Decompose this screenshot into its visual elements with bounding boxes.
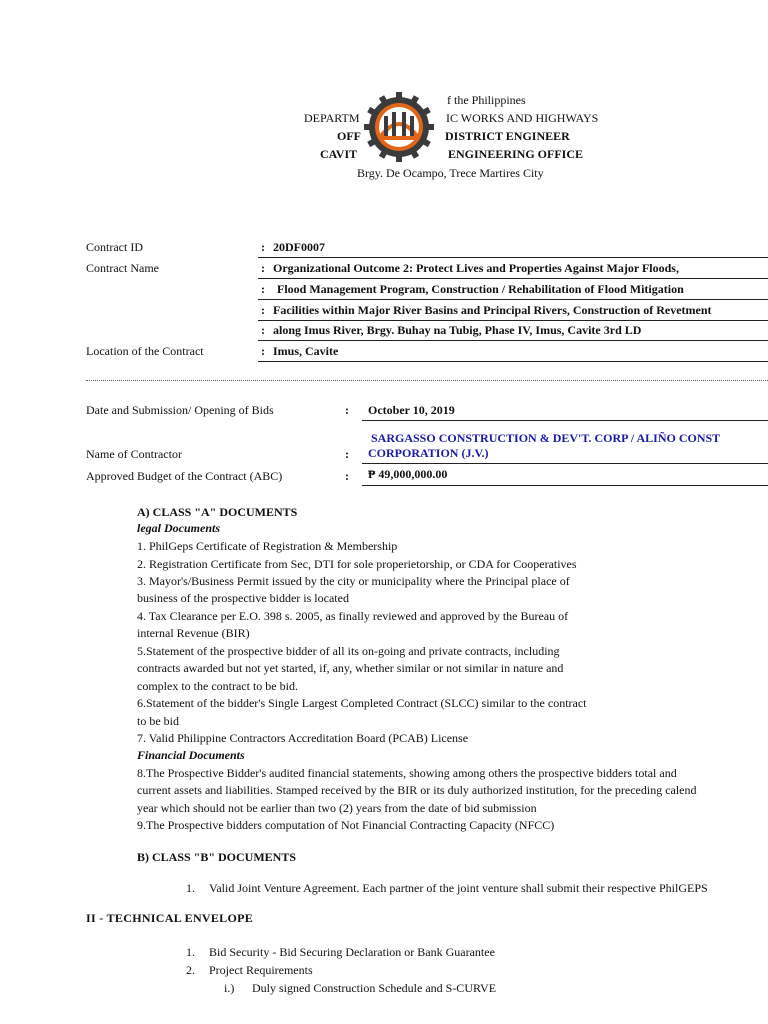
contract-name-line-2: Flood Management Program, Construction / Rehabilitation of Flood Mitigation: [277, 282, 684, 296]
class-b-item-text: Valid Joint Venture Agreement. Each partner of the joint venture shall submit their respective PhilGEPS: [209, 881, 708, 895]
contract-name-label: Contract Name: [86, 261, 159, 275]
technical-subitem-text: Duly signed Construction Schedule and S-CURVE: [252, 981, 497, 995]
class-b-item-number: 1.: [186, 881, 195, 895]
bid-date-label: Date and Submission/ Opening of Bids: [86, 403, 274, 417]
financial-line: year which should not be earlier than two (2) years from the date of bid submission: [137, 801, 537, 815]
legal-line: to be bid: [137, 714, 179, 728]
underline: [258, 299, 768, 300]
class-a-title: A) CLASS "A" DOCUMENTS: [137, 505, 298, 519]
colon: :: [261, 303, 265, 317]
contract-id-value: 20DF0007: [273, 240, 325, 254]
legal-line: business of the prospective bidder is located: [137, 591, 349, 605]
contractor-label: Name of Contractor: [86, 447, 182, 461]
legal-line: complex to the contract to be bid.: [137, 679, 298, 693]
colon: :: [345, 447, 349, 461]
colon: :: [261, 282, 265, 296]
legal-line: internal Revenue (BIR): [137, 626, 250, 640]
colon: :: [261, 261, 265, 275]
contract-name-line-4: along Imus River, Brgy. Buhay na Tubig, Phase IV, Imus, Cavite 3rd LD: [273, 323, 642, 337]
underline: [258, 340, 768, 341]
legal-line: 1. PhilGeps Certificate of Registration & Membership: [137, 539, 398, 553]
header-office-right: DISTRICT ENGINEER: [445, 129, 570, 143]
underline: [362, 485, 768, 486]
contract-name-line-1: Organizational Outcome 2: Protect Lives and Properties Against Major Floods,: [273, 261, 679, 275]
bid-date-value: October 10, 2019: [368, 403, 455, 417]
legal-line: 6.Statement of the bidder's Single Largest Completed Contract (SLCC) similar to the contract: [137, 696, 587, 710]
location-label: Location of the Contract: [86, 344, 204, 358]
colon: :: [261, 344, 265, 358]
legal-line: 7. Valid Philippine Contractors Accreditation Board (PCAB) License: [137, 731, 469, 745]
legal-line: 4. Tax Clearance per E.O. 398 s. 2005, as finally reviewed and approved by the Bureau of: [137, 609, 569, 623]
colon: :: [261, 240, 265, 254]
legal-line: 3. Mayor's/Business Permit issued by the city or municipality where the Principal place of: [137, 574, 570, 588]
colon: :: [261, 323, 265, 337]
legal-documents-heading: legal Documents: [137, 521, 220, 535]
abc-label: Approved Budget of the Contract (ABC): [86, 469, 283, 483]
technical-item-text: Project Requirements: [209, 963, 313, 977]
header-agency-line: f the Philippines: [447, 93, 526, 107]
contractor-name-line-1: SARGASSO CONSTRUCTION & DEV'T. CORP / ALIÑO CONST: [371, 431, 721, 445]
underline: [258, 278, 768, 279]
underline: [362, 420, 768, 421]
legal-line: contracts awarded but not yet started, if, any, whether similar or not similar in nature and: [137, 661, 564, 675]
technical-subitem-number: i.): [224, 981, 235, 995]
header-dept-right: IC WORKS AND HIGHWAYS: [446, 111, 599, 125]
header-address: Brgy. De Ocampo, Trece Martires City: [357, 166, 544, 180]
legal-line: 5.Statement of the prospective bidder of all its on-going and private contracts, including: [137, 644, 560, 658]
underline: [258, 361, 768, 362]
technical-item-text: Bid Security - Bid Securing Declaration or Bank Guarantee: [209, 945, 495, 959]
contract-name-line-3: Facilities within Major River Basins and Principal Rivers, Construction of Revetment: [273, 303, 712, 317]
colon: :: [345, 403, 349, 417]
header-cavite-right: ENGINEERING OFFICE: [448, 147, 584, 161]
underline: [258, 320, 768, 321]
technical-item-number: 2.: [186, 963, 195, 977]
dpwh-logo-icon: [364, 92, 434, 162]
legal-line: 2. Registration Certificate from Sec, DTI for sole properietorship, or CDA for Cooperatives: [137, 557, 577, 571]
financial-documents-heading: Financial Documents: [137, 748, 245, 762]
class-b-title: B) CLASS "B" DOCUMENTS: [137, 850, 297, 864]
underline: [362, 463, 768, 464]
dotted-separator: [86, 380, 768, 381]
location-value: Imus, Cavite: [273, 344, 339, 358]
contractor-name-line-2: CORPORATION (J.V.): [368, 446, 489, 460]
financial-line: 8.The Prospective Bidder's audited financial statements, showing among others the prospective bidders total and: [137, 766, 677, 780]
technical-item-number: 1.: [186, 945, 195, 959]
technical-envelope-title: II - TECHNICAL ENVELOPE: [86, 911, 254, 925]
underline: [258, 257, 768, 258]
header-office-left: OFF: [337, 129, 361, 143]
financial-line: 9.The Prospective bidders computation of Not Financial Contracting Capacity (NFCC): [137, 818, 555, 832]
financial-line: current assets and liabilities. Stamped received by the BIR or its duly authorized institution, for the preceding calend: [137, 783, 697, 797]
header-dept-left: DEPARTM: [304, 111, 360, 125]
colon: :: [345, 469, 349, 483]
contract-id-label: Contract ID: [86, 240, 143, 254]
abc-value: ₱ 49,000,000.00: [368, 467, 448, 481]
header-cavite-left: CAVIT: [320, 147, 358, 161]
